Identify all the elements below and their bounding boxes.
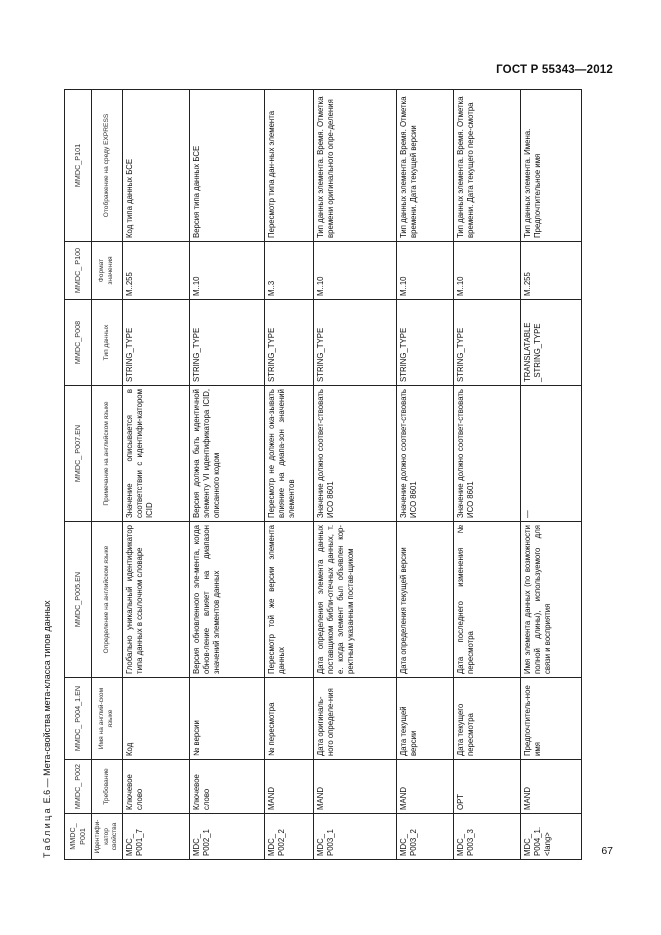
cell-name: Код (123, 678, 190, 760)
cell-format: M..255 (521, 242, 582, 300)
cell-format: M..3 (265, 242, 314, 300)
cell-note: Значение должно соответ-ствовать ИСО 8601 (454, 386, 521, 522)
column-desc: Отображение на среду EXPRESS (92, 90, 123, 242)
table-row (314, 90, 397, 860)
cell-req: MAND (314, 760, 397, 814)
column-desc: Формат значения (92, 242, 123, 300)
cell-note: Значение описывается в соответствии с идентифи-катором ICID (123, 386, 190, 522)
cell-format: M..10 (314, 242, 397, 300)
cell-format: M..10 (397, 242, 454, 300)
cell-format: M..10 (190, 242, 265, 300)
rotated-table-block (40, 90, 600, 860)
cell-type: STRING_TYPE (314, 300, 397, 386)
cell-req: Ключевое слово (190, 760, 265, 814)
cell-name: № версии (190, 678, 265, 760)
column-desc-row (92, 90, 123, 860)
table-row (454, 90, 521, 860)
cell-type: STRING_TYPE (397, 300, 454, 386)
cell-format: M..10 (454, 242, 521, 300)
cell-id: MDC_ P002_2 (265, 814, 314, 860)
column-code: MMDC_ P001 (65, 814, 92, 860)
cell-note: Версия должна быть идентичной элементу VI идентификатора ICID, описанного кодом (190, 386, 265, 522)
cell-def: Дата последнего изменения № пересмотра (454, 522, 521, 678)
column-desc: Определение на английском языке (92, 522, 123, 678)
cell-req: OPT (454, 760, 521, 814)
cell-def: Пересмотр той же версии элемента данных (265, 522, 314, 678)
column-code: MMDC_ P004_1.EN (65, 678, 92, 760)
cell-name: Дата оригиналь-ного определе-ния (314, 678, 397, 760)
cell-name: № пересмотра (265, 678, 314, 760)
column-code: MMDC_ P007.EN (65, 386, 92, 522)
column-code: MMDC_P005.EN (65, 522, 92, 678)
cell-express: Тип данных элемента. Время. Отметка времени оригинального опре-деления (314, 90, 397, 242)
cell-id: MDC_ P004_1. <lang> (521, 814, 582, 860)
cell-name: Предпочтитель-ное имя (521, 678, 582, 760)
cell-note: Значение должно соответ-ствовать ИСО 8601 (397, 386, 454, 522)
column-code: MMDC_P008 (65, 300, 92, 386)
table-caption (40, 90, 54, 858)
column-desc: Идентифи-катор свойства (92, 814, 123, 860)
column-code: MMDC_ P002 (65, 760, 92, 814)
caption-label: Таблица (42, 805, 52, 858)
cell-note: — (521, 386, 582, 522)
page-number: 67 (601, 845, 613, 857)
column-code: MMDC_P101 (65, 90, 92, 242)
column-desc: Имя на англий-ском языке (92, 678, 123, 760)
table-row (397, 90, 454, 860)
cell-id: MDC_ P003_2 (397, 814, 454, 860)
column-code: MMDC_ P100 (65, 242, 92, 300)
cell-def: Дата определения элемента данных поставщиком библи-отечных данных, т. е. когда элемент был объявлен кор-ректным указанным постав-щиком (314, 522, 397, 678)
cell-express: Тип данных элемента. Время. Отметка времени. Дата текущего пере-смотра (454, 90, 521, 242)
caption-number: Е.6 (42, 789, 52, 804)
document-header: ГОСТ Р 55343—2012 (496, 64, 613, 76)
cell-note: Значение должно соответ-ствовать ИСО 8601 (314, 386, 397, 522)
column-code-row (65, 90, 92, 860)
cell-def: Версия обновленного эле-мента, когда обнов-ление влияет на диапазон значений элементов данных (190, 522, 265, 678)
cell-def: Глобально уникальный идентификатор типа данных в ссылочном словаре (123, 522, 190, 678)
cell-id: MDC_ P003_3 (454, 814, 521, 860)
caption-text: — Мета-свойства мета-класса типов данных (42, 600, 52, 788)
table-row (190, 90, 265, 860)
cell-type: STRING_TYPE (123, 300, 190, 386)
table-row (265, 90, 314, 860)
meta-properties-table (64, 89, 582, 860)
cell-type: STRING_TYPE (454, 300, 521, 386)
cell-def: Имя элемента данных (по возможности полной длины), используемого для связи и восприятия (521, 522, 582, 678)
cell-req: MAND (521, 760, 582, 814)
cell-type: STRING_TYPE (190, 300, 265, 386)
cell-req: Ключевое слово (123, 760, 190, 814)
cell-express: Пересмотр типа дан-ных элемента (265, 90, 314, 242)
cell-type: STRING_TYPE (265, 300, 314, 386)
cell-req: MAND (265, 760, 314, 814)
table-row (521, 90, 582, 860)
column-desc: Тип данных (92, 300, 123, 386)
cell-name: Дата текущего пересмотра (454, 678, 521, 760)
column-desc: Примечание на английском языке (92, 386, 123, 522)
table-row (123, 90, 190, 860)
cell-id: MDC_ P003_1 (314, 814, 397, 860)
cell-format: M..255 (123, 242, 190, 300)
cell-express: Тип данных элемента. Имена. Предпочтительное имя (521, 90, 582, 242)
cell-req: MAND (397, 760, 454, 814)
cell-express: Код типа данных БСЕ (123, 90, 190, 242)
column-desc: Требование (92, 760, 123, 814)
cell-type: TRANSLATABLE _STRING_TYPE (521, 300, 582, 386)
cell-def: Дата определения текущей версии (397, 522, 454, 678)
cell-express: Версия типа данных БСЕ (190, 90, 265, 242)
cell-name: Дата текущей версии (397, 678, 454, 760)
cell-id: MDC_ P002_1 (190, 814, 265, 860)
cell-express: Тип данных элемента. Время. Отметка времени. Дата текущей версии (397, 90, 454, 242)
cell-id: MDC_ P001_7 (123, 814, 190, 860)
cell-note: Пересмотр не должен ока-зывать влияние на диапа-зон значений элементов (265, 386, 314, 522)
